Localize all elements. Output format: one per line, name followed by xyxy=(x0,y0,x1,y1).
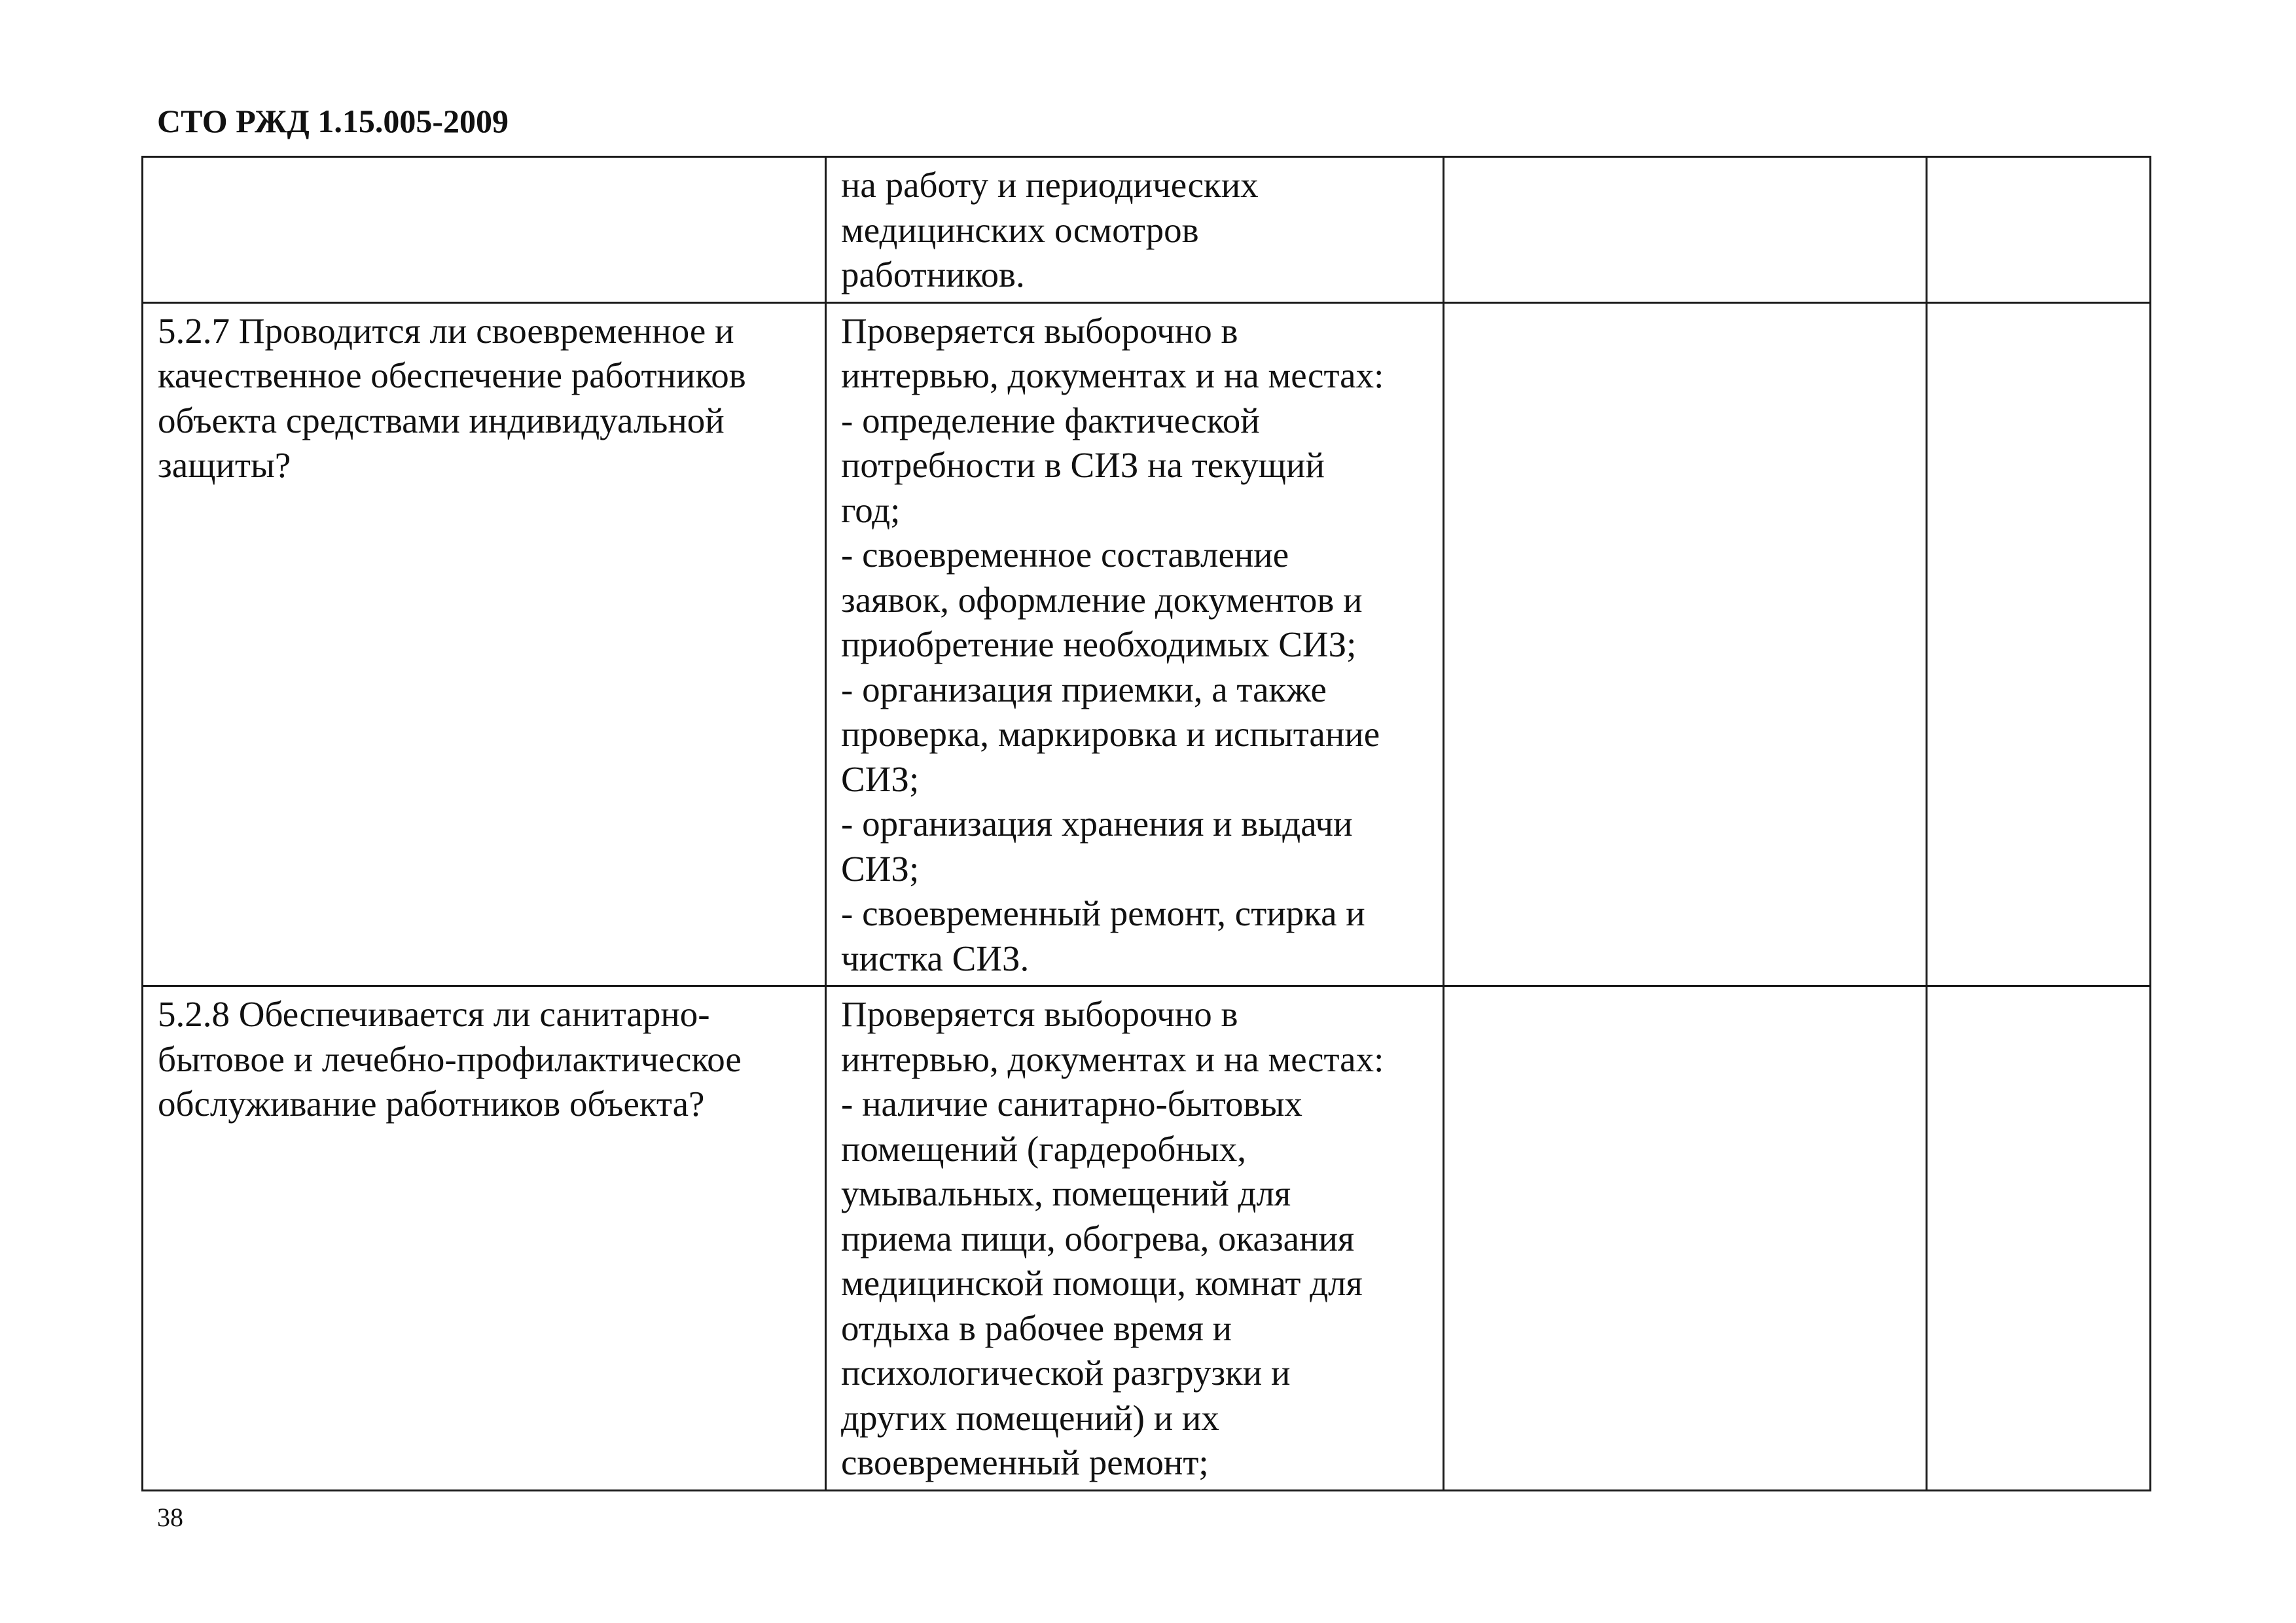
method-line: интервью, документах и на местах: xyxy=(841,355,1384,395)
method-line: - определение фактической xyxy=(841,400,1260,440)
question-line: объекта средствами индивидуальной xyxy=(158,400,725,440)
verification-method-cell xyxy=(826,986,1444,1491)
method-line: приема пищи, обогрева, оказания xyxy=(841,1218,1355,1258)
empty-cell-col4 xyxy=(1927,157,2151,303)
method-line: медицинской помощи, комнат для xyxy=(841,1263,1363,1303)
question-cell xyxy=(143,157,826,303)
method-line: заявок, оформление документов и xyxy=(841,579,1363,620)
empty-cell-col3 xyxy=(1444,986,1927,1491)
question-line: 5.2.7 Проводится ли своевременное и xyxy=(158,310,734,351)
method-line: Проверяется выборочно в xyxy=(841,310,1238,351)
method-line: СИЗ; xyxy=(841,758,920,799)
table-row xyxy=(143,302,2151,986)
method-line: других помещений) и их xyxy=(841,1397,1219,1438)
page-number: 38 xyxy=(157,1503,183,1532)
table-row xyxy=(143,986,2151,1491)
method-line: - организация хранения и выдачи xyxy=(841,804,1353,844)
method-line: Проверяется выборочно в xyxy=(841,994,1238,1034)
empty-cell-col3 xyxy=(1444,302,1927,986)
empty-cell-col4 xyxy=(1927,302,2151,986)
question-line: 5.2.8 Обеспечивается ли санитарно- xyxy=(158,994,710,1034)
method-line: медицинских осмотров xyxy=(841,209,1199,250)
method-line: интервью, документах и на местах: xyxy=(841,1039,1384,1079)
method-line: - организация приемки, а также xyxy=(841,669,1327,709)
method-line: потребности в СИЗ на текущий xyxy=(841,445,1325,485)
empty-cell-col4 xyxy=(1927,986,2151,1491)
method-line: приобретение необходимых СИЗ; xyxy=(841,624,1357,664)
method-line: чистка СИЗ. xyxy=(841,938,1030,978)
method-line: работников. xyxy=(841,255,1025,294)
question-line: бытовое и лечебно-профилактическое xyxy=(158,1039,742,1079)
method-line: помещений (гардеробных, xyxy=(841,1128,1246,1169)
method-line: своевременный ремонт; xyxy=(841,1442,1209,1482)
verification-method-cell xyxy=(826,157,1444,303)
method-line: психологической разгрузки и xyxy=(841,1353,1291,1393)
method-line: отдыха в рабочее время и xyxy=(841,1308,1232,1348)
document-header: СТО РЖД 1.15.005-2009 xyxy=(157,103,509,139)
method-line: на работу и периодических xyxy=(841,165,1259,205)
question-cell xyxy=(143,986,826,1491)
verification-method-cell xyxy=(826,302,1444,986)
method-line: год; xyxy=(841,490,901,530)
question-cell xyxy=(143,302,826,986)
method-line: - наличие санитарно-бытовых xyxy=(841,1084,1302,1124)
audit-checklist-table xyxy=(141,156,2151,1491)
question-line: качественное обеспечение работников xyxy=(158,355,746,395)
table-row xyxy=(143,157,2151,303)
method-line: - своевременный ремонт, стирка и xyxy=(841,893,1365,933)
method-line: - своевременное составление xyxy=(841,535,1289,575)
empty-cell-col3 xyxy=(1444,157,1927,303)
method-line: СИЗ; xyxy=(841,848,920,889)
question-line: защиты? xyxy=(158,445,291,485)
method-line: умывальных, помещений для xyxy=(841,1173,1291,1213)
method-line: проверка, маркировка и испытание xyxy=(841,714,1380,754)
question-line: обслуживание работников объекта? xyxy=(158,1084,705,1124)
